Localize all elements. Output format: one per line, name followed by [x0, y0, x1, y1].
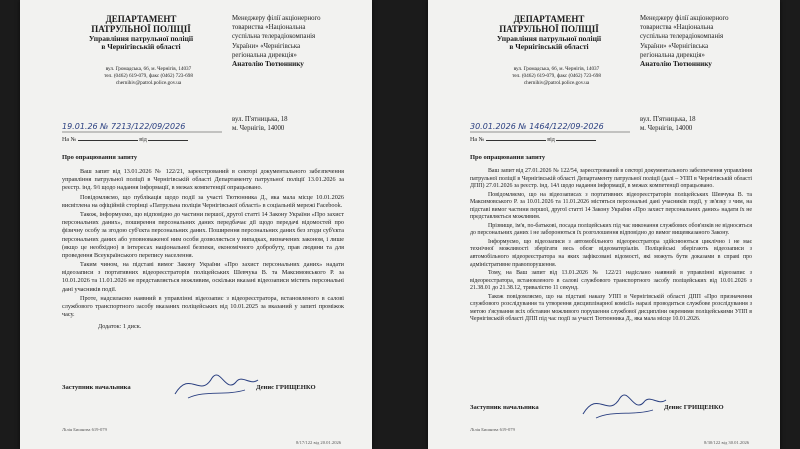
na-label: На №	[470, 137, 485, 143]
body-paragraph: Також повідомляємо, що на підставі наказу УПП в Чернігівській області ДПП «Про призначення службового розслідування та утворення дисциплінарної комісії» наразі проводиться службове розслідування з метою з'ясування всіх обставин можливого порушення службової дисципліни окремими поліцейськими УПП в Чернігівській області ДПП під час події за участі Тютюнника Д., яка мала місце 10.01.2026.	[470, 293, 752, 323]
body-paragraph: Ваш запит від 13.01.2026 № 122/21, зареєстрований в секторі документального забезпечення управління патрульної поліції в Чернігівській області Департаменту патрульної поліції 13.01.2026 за реєстр. інд. 9/і щодо надання інформації, в межах компетенції опрацьовано.	[62, 168, 344, 192]
dept-title: ДЕПАРТАМЕНТ	[513, 14, 585, 24]
recipient-line: Менеджеру філії акціонерного	[640, 15, 729, 22]
address-city: м. Чернігів, 14000	[640, 125, 693, 133]
body-paragraph: Інформуємо, що відеозаписи з автомобільного відеореєстратора здійснюються циклічно і не має технічної можливості зберігати весь обсяг відеоматеріалів. Поліцейські зберігають відеозаписи з автомобільного відеореєстратора на яких зафіксовані відомості, які можуть бути доказами в справі про адміністративне правопорушення.	[470, 238, 752, 268]
contact-email: chernihiv@patrol.police.gov.ua	[115, 80, 182, 87]
reference-line	[62, 137, 188, 143]
address-street: вул. П'ятницька, 18	[640, 116, 696, 123]
body-paragraph: Проте, надсилаємо наявний в управлінні відеозапис з відеореєстратора, встановленого в салові службового транспортного засобу вказаних поліцейських від 10.01.2025 за вказаний у запиті проміжок часу.	[62, 294, 344, 319]
registration-line	[62, 122, 222, 131]
letter-page-left	[20, 0, 372, 449]
contact-phone: тел. (0462) 619-079, факс (0462) 723-698	[104, 73, 193, 80]
handwritten-signature	[578, 384, 668, 424]
recipient-block	[232, 14, 364, 70]
letter-body	[62, 168, 344, 333]
letter-page-right	[428, 0, 780, 449]
dept-title: ДЕПАРТАМЕНТ	[105, 14, 177, 24]
handwritten-reg-number: 19.01.26 № 7213/122/09/2026	[62, 122, 186, 131]
address-city: м. Чернігів, 14000	[232, 125, 285, 133]
signatory-position: Заступник начальника	[470, 404, 539, 411]
handwritten-signature	[170, 364, 260, 404]
recipient-block	[640, 14, 772, 70]
dept-contacts	[66, 66, 231, 87]
letter-subject: Про опрацювання запиту	[470, 154, 546, 161]
dept-subtitle: ПАТРУЛЬНОЇ ПОЛІЦІЇ	[499, 24, 599, 35]
reg-underline	[62, 131, 222, 133]
body-paragraph: Таким чином, на підставі вимог Закону України «Про захист персональних даних» надати відеозаписи з портативних відеореєстраторів поліцейських Шевчука В. та Максимовського Р. за 10.01.2026 та 11.01.2026 не представляється можливим, оскільки вказані відеозаписи містять персональні дані учасників події.	[62, 261, 344, 293]
handwritten-reg-number: 30.01.2026 № 1464/122/09-2026	[470, 122, 604, 131]
signatory-name: Денис ГРИЩЕНКО	[256, 384, 316, 391]
vid-label: від	[139, 137, 147, 143]
body-paragraph: Повідомляємо, що на відеозаписах з портативних відеореєстраторів поліцейських Шевчука В. та Максимовського Р. за 10.01.2026 та 11.01.2026 містяться персональні дані учасників події, у зв'язку з чим, на підставі вимог частини першої, другої статті 14 Закону України «Про захист персональних даних» надати їх не представляється можливим.	[470, 191, 752, 221]
dept-region: в Чернігівській області	[509, 42, 589, 52]
contact-address: вул. Громадська, 66, м. Чернігів, 14037	[513, 66, 600, 72]
body-paragraph: Також, інформуємо, що відповідно до частини першої, другої статті 14 Закону України «Про захист персональних даних», поширення персональних даних передбачає дії щодо передачі відомостей про фізичну особу за згодою суб'єкта персональних даних. Поширення персональних даних без згоди суб'єкта персональних даних або уповноваженої ним особи дозволяється у випадках, визначених законом, і лише (якщо це необхідно) в інтересах національної безпеки, економічного добробуту, прав людини та для проведення Всеукраїнського перепису населення.	[62, 210, 344, 259]
recipient-line: регіональна дирекція»	[232, 51, 297, 59]
recipient-line: України» «Чернігівська	[232, 42, 301, 50]
recipient-address	[640, 115, 772, 133]
contact-email: chernihiv@patrol.police.gov.ua	[523, 80, 590, 87]
body-paragraph: Повідомляємо, що публікація щодо події за участі Тютюнника Д., яка мала місце 10.01.2026 висвітлена на офіційній сторінці «Патрульна поліція Чернігівської області» в соціальній мережі Facebook.	[62, 193, 344, 209]
vid-label: від	[547, 137, 555, 143]
recipient-line: суспільна телерадіокомпанія	[232, 33, 316, 41]
signatory-position: Заступник начальника	[62, 384, 131, 391]
body-paragraph: Прізвище, ім'я, по-батькові, посада поліцейських під час виконання службових обов'язків не відносяться до персональних даних і не заборонються їх розголошення відповідно до вимог вищевказаного Закону.	[470, 222, 752, 237]
address-street: вул. П'ятницька, 18	[232, 116, 288, 123]
recipient-name: Анатолію Тютюннику	[232, 59, 304, 68]
registration-stamp: 8/30/122 від 30.01.2026	[704, 440, 750, 445]
attachment-note: Додаток: 1 диск.	[98, 323, 142, 331]
executor-note: Лілія Бишнєва 619-079	[470, 427, 515, 432]
recipient-line: суспільна телерадіокомпанія	[640, 33, 724, 41]
reg-underline	[470, 131, 630, 133]
recipient-line: товариства «Національна	[640, 24, 714, 32]
contact-phone: тел. (0462) 619-079, факс (0462) 723-698	[512, 73, 601, 80]
na-label: На №	[62, 137, 77, 143]
dept-region: в Чернігівській області	[101, 42, 181, 52]
contact-address: вул. Громадська, 66, м. Чернігів, 14037	[105, 66, 192, 72]
dept-unit: Управління патрульної поліції	[88, 33, 194, 43]
letter-body	[470, 168, 752, 325]
signatory-name: Денис ГРИЩЕНКО	[664, 404, 724, 411]
recipient-name: Анатолію Тютюннику	[640, 59, 712, 68]
dept-subtitle: ПАТРУЛЬНОЇ ПОЛІЦІЇ	[91, 24, 191, 35]
body-paragraph: Ваш запит від 27.01.2026 № 122/54, зареєстрований в секторі документального забезпечення управління патрульної поліції в Чернігівській області Департаменту патрульної поліції (далі – УПП в Чернігівській області ДПП) 27.01.2026 за реєстр. інд. 14/і щодо надання інформації, в межах компетенції опрацьовано.	[470, 168, 752, 190]
dept-unit: Управління патрульної поліції	[496, 33, 602, 43]
recipient-line: товариства «Національна	[232, 24, 306, 32]
reference-line	[470, 137, 596, 143]
recipient-line: регіональна дирекція»	[640, 51, 705, 59]
body-paragraph: Тому, на Ваш запит від 13.01.2026 № 122/21 надіслано наявний в управлінні відеозапис з відеореєстратора, встановленого в салові службового транспортного засобу поліцейських від 10.01.2026 з 21.38.01 до 21.38.12, тривалістю 11 секунд.	[470, 270, 752, 292]
registration-stamp: 8/17/122 від 20.01.2026	[296, 440, 342, 445]
recipient-address	[232, 115, 364, 133]
recipient-line: Менеджеру філії акціонерного	[232, 15, 321, 22]
dept-contacts	[474, 66, 639, 87]
executor-note: Лілія Бишнєва 619-079	[62, 427, 107, 432]
department-header	[66, 14, 216, 52]
recipient-line: України» «Чернігівська	[640, 42, 709, 50]
registration-line	[470, 122, 630, 131]
department-header	[474, 14, 624, 52]
letter-subject: Про опрацювання запиту	[62, 154, 138, 161]
